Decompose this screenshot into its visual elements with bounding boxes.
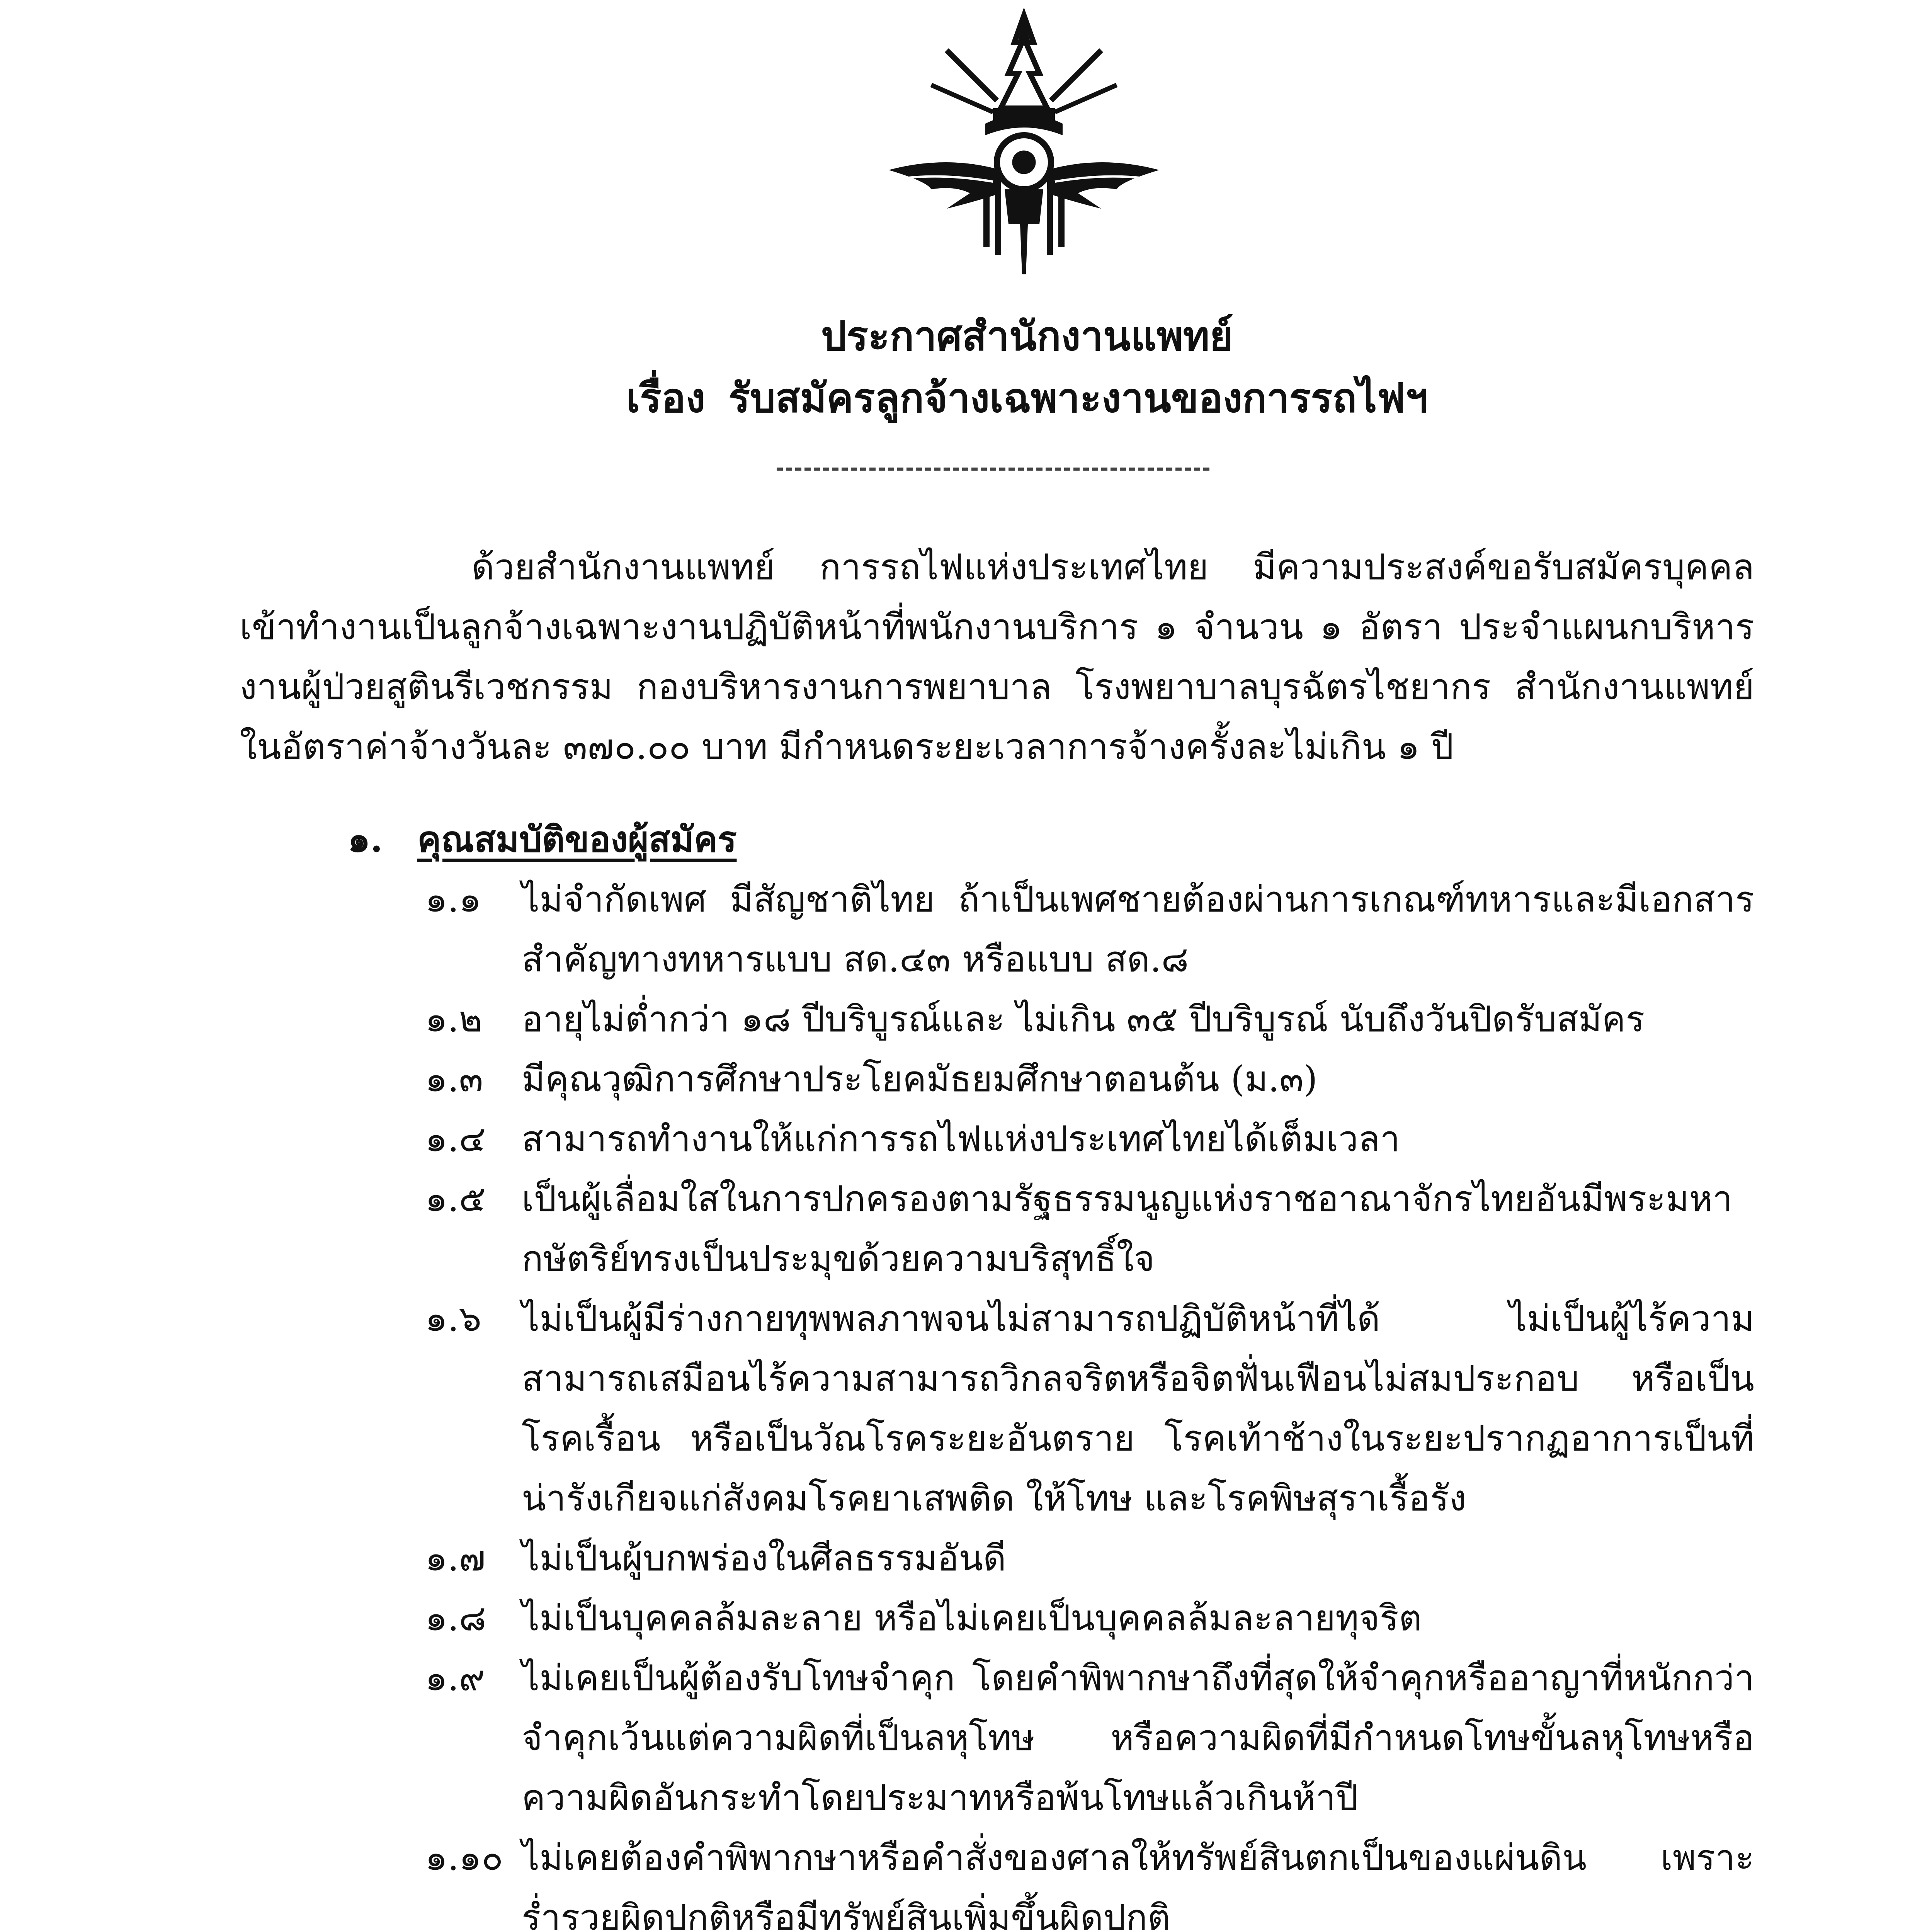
section-label: คุณสมบัติของผู้สมัคร bbox=[417, 818, 737, 860]
qualification-list bbox=[425, 869, 1754, 1932]
section-number: ๑. bbox=[348, 818, 383, 860]
item-text: สามารถทำงานให้แก่การรถไฟแห่งประเทศไทยได้เต็มเวลา bbox=[522, 1118, 1400, 1160]
item-text: เป็นผู้เลื่อมใสในการปกครองตามรัฐธรรมนูญแห่งราชอาณาจักรไทยอันมีพระมหากษัตริย์ทรงเป็นประมุขด้วยความบริสุทธิ์ใจ bbox=[522, 1178, 1733, 1279]
item-number: ๑.๘ bbox=[425, 1597, 486, 1639]
item-text: ไม่เคยเป็นผู้ต้องรับโทษจำคุก โดยคำพิพากษาถึงที่สุดให้จำคุกหรืออาญาที่หนักกว่าจำคุกเว้นแต่ความผิดที่เป็นลหุโทษ หรือความผิดที่มีกำหนดโทษขั้นลหุโทษหรือความผิดอันกระทำโดยประมาทหรือพ้นโทษแล้วเกินห้าปี bbox=[522, 1657, 1754, 1818]
list-item bbox=[425, 989, 1754, 1049]
list-item bbox=[425, 869, 1754, 989]
item-number: ๑.๖ bbox=[425, 1298, 482, 1339]
item-number: ๑.๓ bbox=[425, 1058, 483, 1100]
section-heading bbox=[348, 810, 737, 869]
item-text: ไม่เป็นบุคคลล้มละลาย หรือไม่เคยเป็นบุคคลล้มละลายทุจริต bbox=[522, 1597, 1422, 1639]
item-number: ๑.๙ bbox=[425, 1657, 485, 1699]
list-item bbox=[425, 1169, 1754, 1289]
item-text: ไม่เป็นผู้มีร่างกายทุพพลภาพจนไม่สามารถปฏิบัติหน้าที่ได้ ไม่เป็นผู้ไร้ความสามารถเสมือนไร้ความสามารถวิกลจริตหรือจิตฟั่นเฟือนไม่สมประกอบ หรือเป็นโรคเรื้อน หรือเป็นวัณโรคระยะอันตราย โรคเท้าช้างในระยะปรากฏอาการเป็นที่น่ารังเกียจแก่สังคมโรคยาเสพติด ให้โทษ และโรคพิษสุราเรื้อรัง bbox=[522, 1298, 1754, 1519]
subject-prefix: เรื่อง bbox=[626, 374, 706, 422]
item-number: ๑.๕ bbox=[425, 1178, 486, 1219]
item-number: ๑.๗ bbox=[425, 1537, 486, 1579]
intro-paragraph: ด้วยสำนักงานแพทย์ การรถไฟแห่งประเทศไทย มีความประสงค์ขอรับสมัครบุคคล เข้าทำงานเป็นลูกจ้างเฉพาะงานปฏิบัติหน้าที่พนักงานบริการ ๑ จำนวน ๑ อัตรา ประจำแผนกบริหารงานผู้ป่วยสูตินรีเวชกรรม กองบริหารงานการพยาบาล โรงพยาบาลบุรฉัตรไชยากร สำนักงานแพทย์ ในอัตราค่าจ้างวันละ ๓๗๐.๐๐ บาท มีกำหนดระยะเวลาการจ้างครั้งละไม่เกิน ๑ ปี bbox=[240, 546, 1754, 767]
announcement-title: ประกาศสำนักงานแพทย์ bbox=[821, 312, 1233, 360]
list-item bbox=[425, 1588, 1754, 1648]
item-text: ไม่เคยต้องคำพิพากษาหรือคำสั่งของศาลให้ทรัพย์สินตกเป็นของแผ่นดิน เพราะร่ำรวยผิดปกติหรือมีทรัพย์สินเพิ่มขึ้นผิดปกติ bbox=[522, 1837, 1754, 1932]
item-text: อายุไม่ต่ำกว่า ๑๘ ปีบริบูรณ์และ ไม่เกิน ๓๕ ปีบริบูรณ์ นับถึงวันปิดรับสมัคร bbox=[522, 998, 1645, 1040]
list-item bbox=[425, 1528, 1754, 1588]
item-text: ไม่จำกัดเพศ มีสัญชาติไทย ถ้าเป็นเพศชายต้องผ่านการเกณฑ์ทหารและมีเอกสารสำคัญทางทหารแบบ สด.๔๓ หรือแบบ สด.๘ bbox=[522, 879, 1754, 980]
subject-text: รับสมัครลูกจ้างเฉพาะงานของการรถไฟฯ bbox=[728, 374, 1428, 422]
announcement-subject bbox=[0, 371, 1932, 425]
item-number: ๑.๑ bbox=[425, 879, 482, 920]
list-item bbox=[425, 1049, 1754, 1109]
item-number: ๑.๑๐ bbox=[425, 1837, 503, 1878]
list-item bbox=[425, 1648, 1754, 1828]
item-number: ๑.๔ bbox=[425, 1118, 486, 1160]
title-divider bbox=[777, 468, 1209, 471]
item-number: ๑.๒ bbox=[425, 998, 483, 1040]
item-text: มีคุณวุฒิการศึกษาประโยคมัธยมศึกษาตอนต้น (ม.๓) bbox=[522, 1058, 1318, 1100]
list-item bbox=[425, 1828, 1754, 1932]
item-text: ไม่เป็นผู้บกพร่องในศีลธรรมอันดี bbox=[522, 1537, 1006, 1579]
list-item bbox=[425, 1109, 1754, 1169]
list-item bbox=[425, 1289, 1754, 1528]
srt-emblem-logo bbox=[831, 8, 1217, 278]
